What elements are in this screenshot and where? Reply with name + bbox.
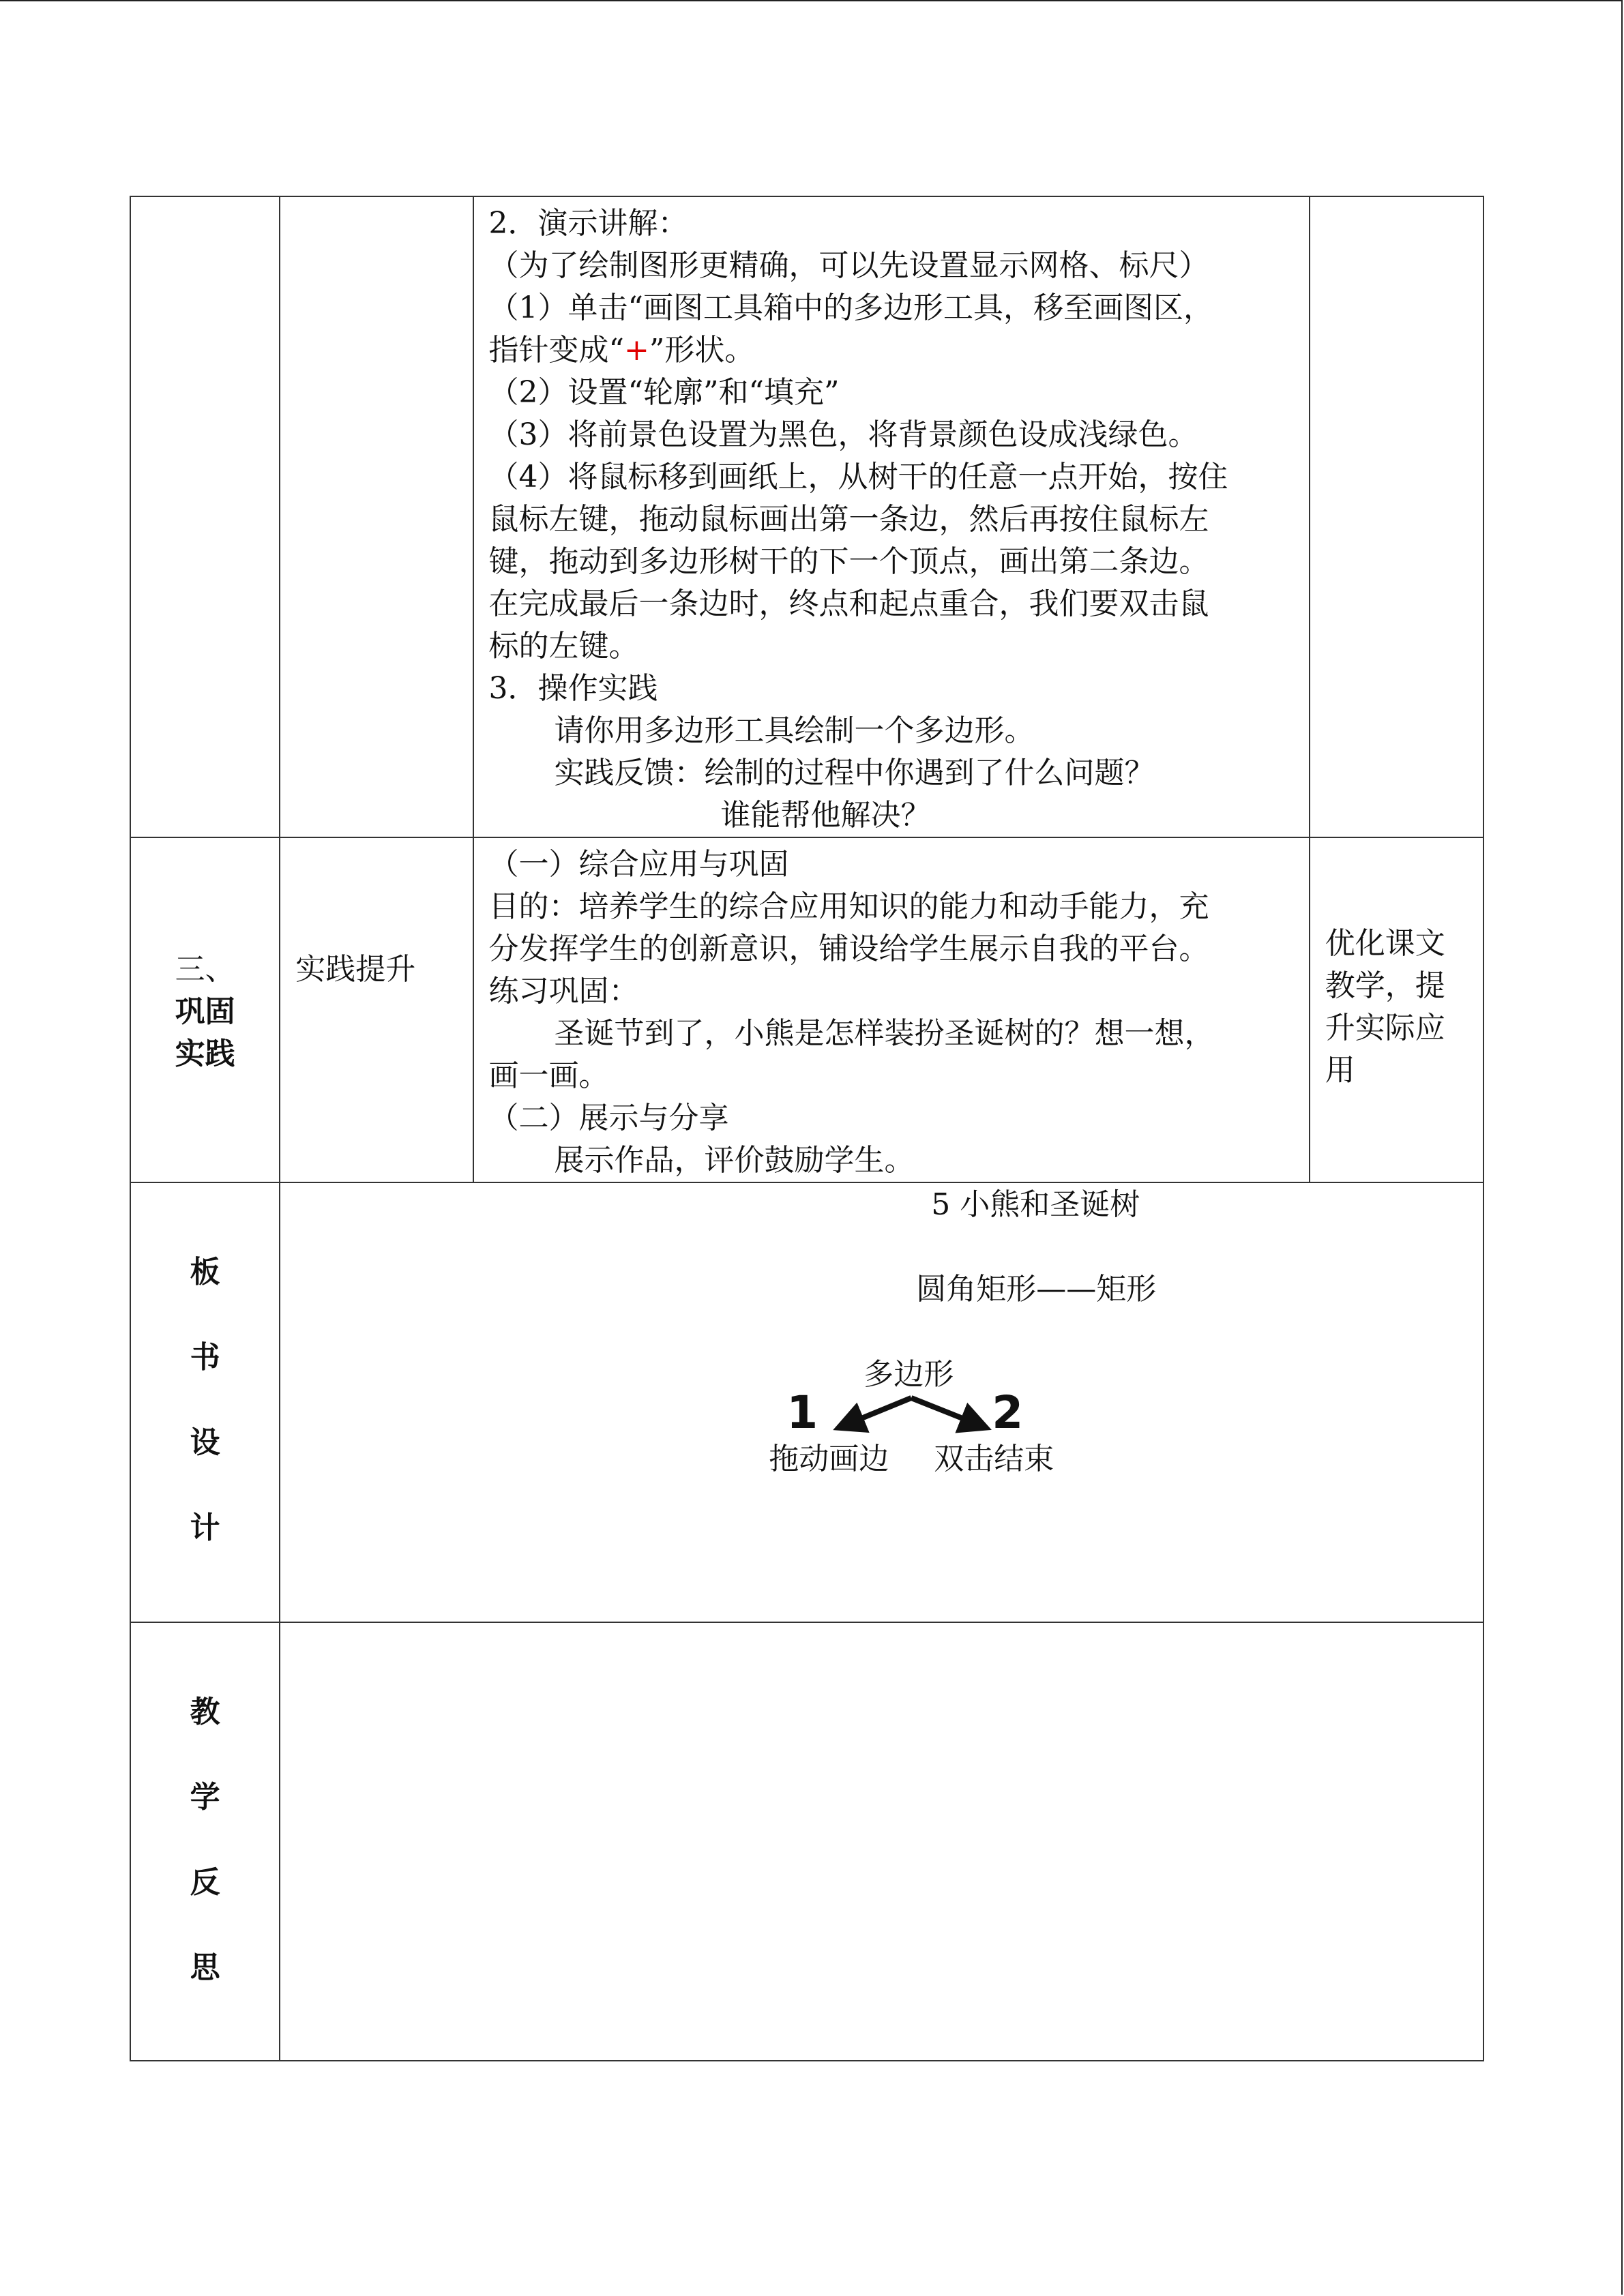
- practice-line: 画一画。: [488, 1058, 609, 1093]
- board-number-1: 1: [786, 1386, 818, 1439]
- board-left-label: 拖动画边: [769, 1442, 889, 1476]
- step2-item4-line: 键，拖动到多边形树干的下一个顶点，画出第二条边。: [488, 544, 1209, 579]
- practice-line: 圣诞节到了，小熊是怎样装扮圣诞树的？想一想，: [554, 1016, 1215, 1051]
- reflection-label-char: 学: [190, 1780, 220, 1815]
- aim-cell: [1310, 837, 1483, 1182]
- aim-line: 用: [1325, 1053, 1355, 1088]
- activity-label: 实践提升: [295, 952, 416, 987]
- step2-heading: 2．演示讲解：: [488, 206, 688, 241]
- show-line: 展示作品，评价鼓励学生。: [554, 1143, 915, 1178]
- step3-feedback-2: 谁能帮他解决？: [720, 798, 931, 833]
- step3-feedback: 实践反馈：绘制的过程中你遇到了什么问题？: [554, 756, 1155, 790]
- arrow-left-icon: [843, 1398, 911, 1426]
- step2-item4-line: （4）将鼠标移到画纸上，从树干的任意一点开始，按住: [488, 460, 1228, 494]
- row-board-design: [130, 1182, 1483, 1622]
- step2-item1-b-pre: 指针变成“: [488, 333, 624, 368]
- row-reflection: [130, 1622, 1483, 2061]
- board-label-char: 计: [190, 1510, 220, 1545]
- reflection-label-char: 思: [190, 1950, 220, 1985]
- board-label-char: 板: [190, 1255, 220, 1289]
- step2-item4-line: 标的左键。: [488, 629, 639, 664]
- step2-note: （为了绘制图形更精确，可以先设置显示网格、标尺）: [488, 248, 1209, 283]
- reflection-label-char: 反: [190, 1865, 220, 1900]
- aim-line: 优化课文: [1325, 926, 1445, 961]
- step3-heading: 3．操作实践: [488, 671, 658, 706]
- reflection-label-char: 教: [190, 1695, 220, 1729]
- lesson-plan-table: [130, 196, 1484, 2061]
- crosshair-plus-symbol: +: [624, 333, 649, 368]
- board-right-label: 双击结束: [934, 1442, 1054, 1476]
- step2-item4-line: 鼠标左键，拖动鼠标画出第一条边，然后再按住鼠标左: [488, 502, 1209, 537]
- row-demonstration: [130, 196, 1483, 837]
- stage-label-cell: [130, 837, 280, 1182]
- board-title: 5 小熊和圣诞树: [931, 1187, 1140, 1222]
- stage-label-number: 三、: [175, 952, 235, 987]
- practice-heading: 练习巩固：: [488, 974, 639, 1009]
- section2-heading: （二）展示与分享: [488, 1101, 729, 1135]
- board-label-char: 书: [190, 1340, 220, 1375]
- activity-cell-empty: [280, 196, 473, 837]
- content-cell-demonstration: [473, 196, 1310, 837]
- row-consolidation: [130, 837, 1483, 1182]
- section1-heading: （一）综合应用与巩固: [488, 847, 789, 882]
- board-number-2: 2: [992, 1386, 1024, 1439]
- step2-item1-b-post: ”形状。: [649, 333, 755, 368]
- step2-item3: （3）将前景色设置为黑色，将背景颜色设成浅绿色。: [488, 417, 1198, 452]
- content-cell-consolidation: [473, 837, 1310, 1182]
- activity-cell: [280, 837, 473, 1182]
- aim-cell-empty: [1310, 196, 1483, 837]
- board-label-char: 设: [190, 1425, 220, 1460]
- aim-line: 教学，提: [1325, 968, 1445, 1003]
- board-center-label: 多边形: [863, 1357, 954, 1392]
- purpose-line: 分发挥学生的创新意识，铺设给学生展示自我的平台。: [488, 931, 1209, 966]
- board-content-cell: [280, 1182, 1483, 1622]
- arrow-right-icon: [911, 1398, 981, 1426]
- board-label-cell: [130, 1182, 280, 1622]
- purpose-line: 目的：培养学生的综合应用知识的能力和动手能力，充: [488, 889, 1209, 924]
- aim-line: 升实际应: [1325, 1011, 1445, 1045]
- stage-label-line2: 巩固: [175, 994, 235, 1029]
- stage-label-line3: 实践: [175, 1037, 235, 1071]
- stage-cell-empty: [130, 196, 280, 837]
- step2-item4-line: 在完成最后一条边时，终点和起点重合，我们要双击鼠: [488, 586, 1209, 621]
- board-line2: 圆角矩形——矩形: [916, 1272, 1157, 1307]
- reflection-label-cell: [130, 1622, 280, 2061]
- step2-item2: （2）设置“轮廓”和“填充”: [488, 375, 840, 410]
- reflection-content-cell: [280, 1622, 1483, 2061]
- step3-task: 请你用多边形工具绘制一个多边形。: [554, 713, 1035, 748]
- step2-item1-a: （1）单击“画图工具箱中的多边形工具，移至画图区，: [488, 290, 1213, 325]
- step2-item1-b: [489, 329, 1294, 372]
